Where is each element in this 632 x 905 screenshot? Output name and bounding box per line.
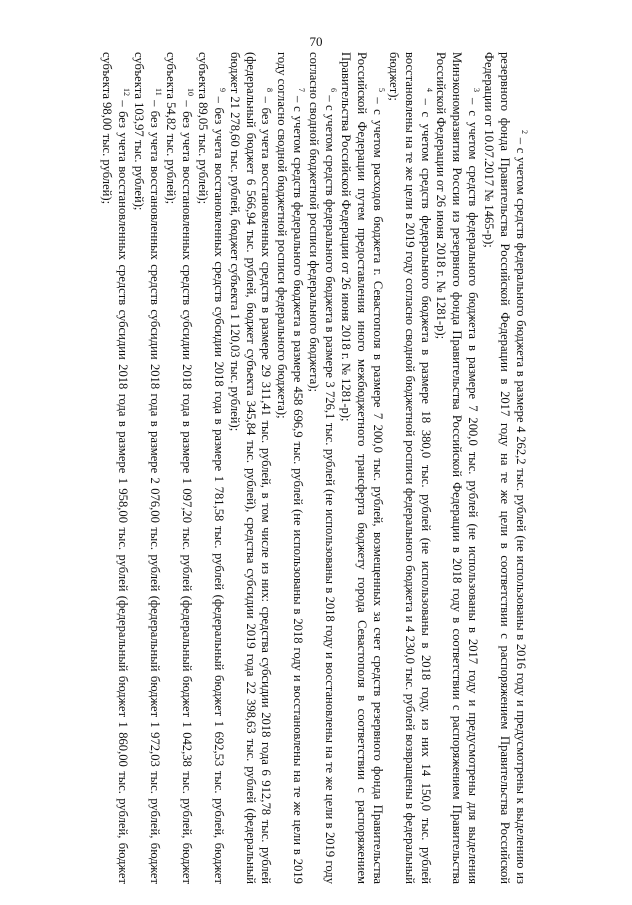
footnote-mark: 4 [424, 88, 434, 92]
footnote-5 [337, 52, 385, 884]
footnote-mark: 9 [217, 88, 227, 92]
footnote-text: – без учета восстановленных средств субсидии 2018 года в размере 1 097,20 тыс. рублей (федеральный бюджет 1 042,38 тыс. рублей, бюджет субъекта 54,82 тыс. рублей); [164, 52, 194, 884]
footnote-6 [305, 52, 337, 884]
page-number: 70 [309, 34, 323, 49]
footnote-mark: 12 [122, 88, 132, 96]
footnote-9 [194, 52, 226, 884]
footnote-mark: 3 [472, 88, 482, 92]
footnote-mark: 7 [297, 88, 307, 92]
footnote-7 [274, 52, 306, 884]
footnote-text: – с учетом средств федерального бюджета в размере 18 380,0 тыс. рублей (не использованы в 2018 году, из них 14 150,0 тыс. рублей восстановлены на те же цели в 2019 году согласно сводной бюджетной росписи федерального бюджета и 4 230,0 тыс. рублей возвращены в федеральный бюджет); [386, 52, 433, 884]
footnote-text: – с учетом средств федерального бюджета в размере 3 726,1 тыс. рублей (не использованы в 2018 году и восстановлены на те же цели в 2019 году согласно сводной бюджетной росписи федерального бюджета); [307, 52, 338, 885]
footnote-11 [130, 52, 162, 884]
footnote-mark: 6 [329, 88, 339, 92]
footnote-text: – с учетом средств федерального бюджета в размере 4 262,2 тыс. рублей (не использованы в 2016 году и предусмотрены к выделению из резервного фонда Правительства Российской Федерации в 2017 году на те же цели в соответствии с распоряжением Правительства Российской Федерации от 10.07.2017 № 1465-р); [482, 52, 528, 884]
footnote-mark: 10 [185, 88, 195, 96]
footnote-4 [385, 52, 433, 884]
footnote-8 [226, 52, 274, 884]
footnote-text: – без учета восстановленных средств субсидии 2018 года в размере 2 076,00 тыс. рублей (федеральный бюджет 1 972,03 тыс. рублей, бюджет субъекта 103,97 тыс. рублей); [132, 52, 163, 884]
footnote-text: – с учетом расходов бюджета г. Севастополя в размере 7 200,0 тыс. рублей, возмещенных за счет средств резервного фонда Правительства Российской Федерации путем предоставления иного межбюджетного трансферта бюджету города Севастополя в соответствии с распоряжением Правительства Российской Федерации от 26 июня 2018 г. № 1281-р); [339, 52, 385, 885]
footnote-mark: 2 [520, 130, 529, 134]
footnote-text: – с учетом средств федерального бюджета в размере 458 696,9 тыс. рублей (не использованы в 2018 году и восстановлены на те же цели в 2019 году согласно сводной бюджетной росписи федерального бюджета); [275, 52, 306, 884]
footnote-mark: 11 [154, 88, 164, 96]
footnote-text: – без учета восстановленных средств в размере 29 311,41 тыс. рублей, в том числе из них: средства субсидии 2018 года 6 912,78 тыс. рублей (федеральный бюджет 6 566,94 тыс. рублей, бюджет субъекта 345,84 тыс. рублей), средства субсидии 2019 года 22 398,63 тыс. рублей (федеральный бюджет 21 278,60 тыс. рублей, бюджет субъекта 1 120,03 тыс. рублей); [227, 52, 274, 884]
footnote-10 [162, 52, 194, 884]
footnote-12 [99, 52, 131, 884]
footnote-2 [480, 52, 528, 884]
footnote-mark: 5 [376, 88, 386, 92]
footnotes-block [96, 52, 528, 884]
footnote-text: – без учета восстановленных средств субсидии 2018 года в размере 1 958,00 тыс. рублей (федеральный бюджет 1 860,00 тыс. рублей, бюджет субъекта 98,00 тыс. рублей); [100, 52, 131, 884]
footnote-text: – с учетом средств федерального бюджета в размере 7 200,0 тыс. рублей (не использованы в 2017 году и предусмотрены для выделения Минэкономразвития России из резервного фонда Правительства Российской Федерации в 2018 году в соответствии с распоряжением Правительства Российской Федерации от 26 июня 2018 г. № 1281-р); [434, 52, 481, 885]
footnote-text: – без учета восстановленных средств субсидии 2018 года в размере 1 781,58 тыс. рублей (федеральный бюджет 1 692,53 тыс. рублей, бюджет субъекта 89,05 тыс. рублей); [195, 52, 226, 884]
footnote-3 [433, 52, 481, 884]
footnote-mark: 8 [265, 88, 275, 92]
